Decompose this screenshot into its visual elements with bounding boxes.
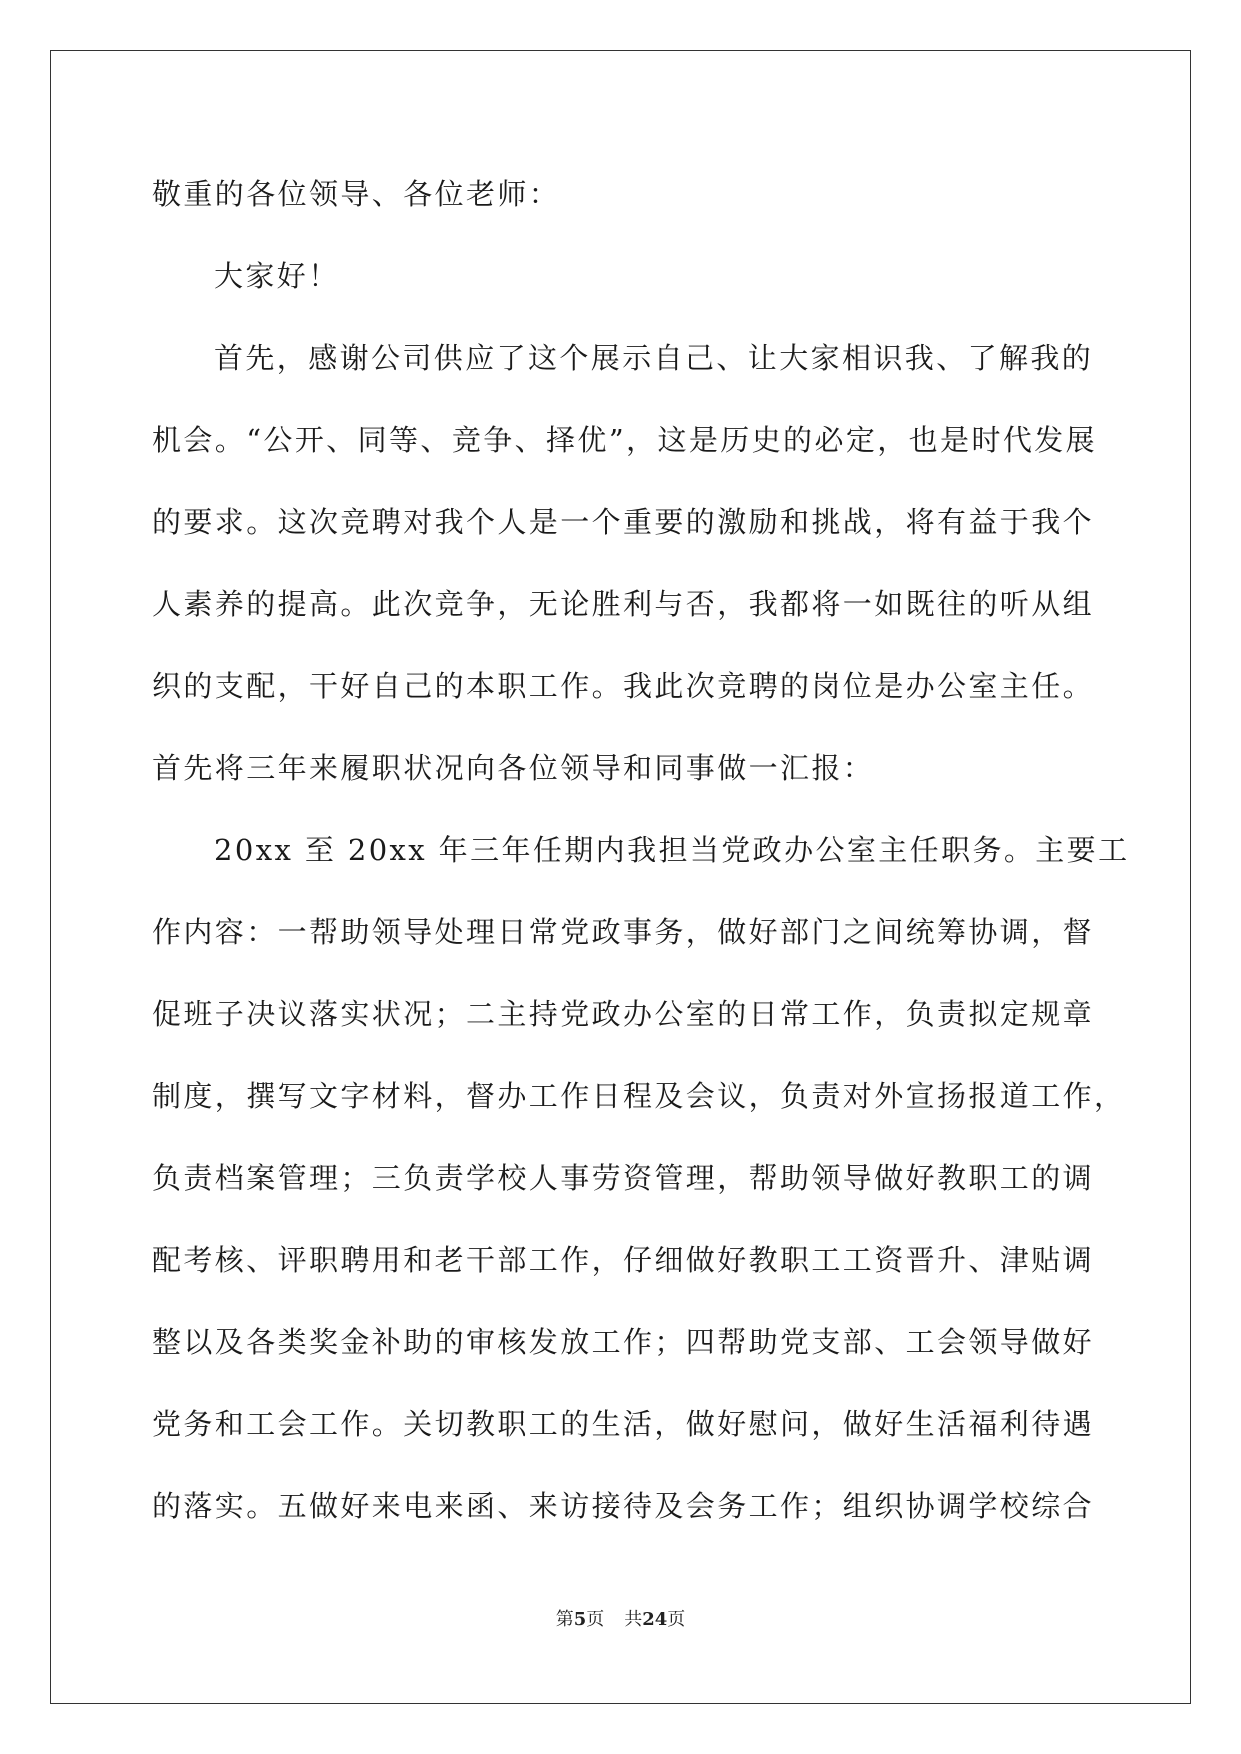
total-prefix: 共 bbox=[624, 1609, 643, 1630]
salutation: 敬重的各位领导、各位老师： bbox=[152, 177, 561, 211]
greeting: 大家好！ bbox=[214, 259, 340, 293]
document-body bbox=[152, 168, 1130, 1562]
paragraph-line: 织的支配，干好自己的本职工作。我此次竞聘的岗位是办公室主任。 bbox=[152, 669, 1095, 703]
paragraph-line: 首先，感谢公司供应了这个展示自己、让大家相识我、了解我的 bbox=[214, 341, 1094, 375]
paragraph-line: 负责档案管理；三负责学校人事劳资管理，帮助领导做好教职工的调 bbox=[152, 1161, 1095, 1195]
paragraph-line: 配考核、评职聘用和老干部工作，仔细做好教职工工资晋升、津贴调 bbox=[152, 1243, 1095, 1277]
paragraph-line: 机会。“公开、同等、竞争、择优”，这是历史的必定，也是时代发展 bbox=[152, 423, 1098, 457]
page-prefix: 第 bbox=[555, 1609, 574, 1630]
page-number: 5 bbox=[573, 1609, 587, 1630]
paragraph-line: 20xx 至 20xx 年三年任期内我担当党政办公室主任职务。主要工 bbox=[214, 833, 1130, 867]
page-suffix: 页 bbox=[586, 1609, 605, 1630]
paragraph-line: 首先将三年来履职状况向各位领导和同事做一汇报： bbox=[152, 751, 875, 785]
paragraph-line: 党务和工会工作。关切教职工的生活，做好慰问，做好生活福利待遇 bbox=[152, 1407, 1095, 1441]
paragraph-line: 制度，撰写文字材料，督办工作日程及会议，负责对外宣扬报道工作， bbox=[152, 1079, 1126, 1113]
total-suffix: 页 bbox=[667, 1609, 686, 1630]
page-footer bbox=[0, 1605, 1241, 1631]
paragraph-line: 的要求。这次竞聘对我个人是一个重要的激励和挑战，将有益于我个 bbox=[152, 505, 1095, 539]
total-pages: 24 bbox=[642, 1609, 668, 1630]
paragraph-line: 作内容：一帮助领导处理日常党政事务，做好部门之间统筹协调，督 bbox=[152, 915, 1095, 949]
paragraph-line: 的落实。五做好来电来函、来访接待及会务工作；组织协调学校综合 bbox=[152, 1489, 1095, 1523]
paragraph-line: 促班子决议落实状况；二主持党政办公室的日常工作，负责拟定规章 bbox=[152, 997, 1095, 1031]
paragraph-line: 整以及各类奖金补助的审核发放工作；四帮助党支部、工会领导做好 bbox=[152, 1325, 1095, 1359]
paragraph-line: 人素养的提高。此次竞争，无论胜利与否，我都将一如既往的听从组 bbox=[152, 587, 1095, 621]
